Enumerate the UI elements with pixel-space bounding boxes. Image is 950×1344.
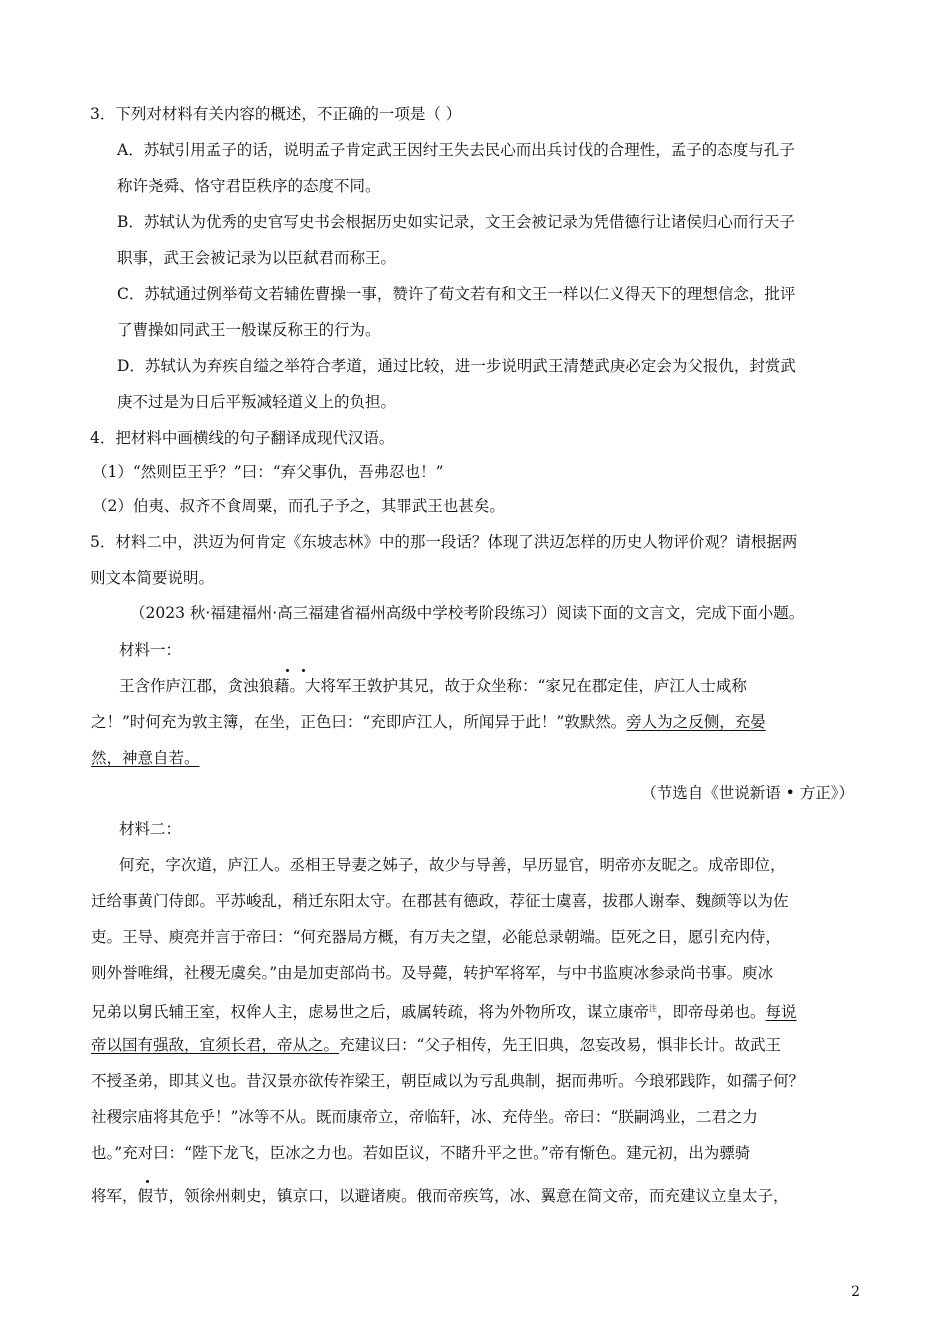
page-number: 2 — [851, 1284, 860, 1300]
passage-intro: （2023 秋·福建福州·高三福建省福州高级中学校考阶段练习）阅读下面的文言文，完成下面小题。 — [130, 604, 805, 622]
q3-option-c-line2: 了曹操如同武王一般谋反称王的行为。 — [117, 321, 381, 339]
material-1-line3 — [91, 748, 200, 768]
material-2-line3: 吏。王导、庾亮并言于帝曰：“何充器局方概，有万夫之望，必能总录朝端。臣死之日，愿引充内侍， — [91, 928, 781, 946]
emphasis-dot — [146, 1180, 149, 1183]
q3-option-d-line1: D．苏轼认为弃疾自缢之举符合孝道，通过比较，进一步说明武王清楚武庚必定会为父报仇，封赏武 — [117, 357, 796, 375]
q5-line1: 5．材料二中，洪迈为何肯定《东坡志林》中的那一段话？体现了洪迈怎样的历史人物评价观？请根据两 — [90, 533, 798, 551]
q3-option-d-line2: 庚不过是为日后平叛减轻道义上的负担。 — [117, 393, 397, 411]
q4-sentence-1: （1）“然则臣王乎？”曰：“弃父事仇，吾弗忍也！” — [92, 463, 444, 481]
q3-option-c-line1: C．苏轼通过例举荀文若辅佐曹操一事，赞许了荀文若有和文王一样以仁义得天下的理想信念，批评 — [117, 285, 796, 303]
q4-stem: 4．把材料中画横线的句子翻译成现代汉语。 — [90, 429, 395, 447]
material-1-label: 材料一： — [119, 641, 182, 659]
material-2-line5-text-b: ，即帝母弟也。 — [657, 1003, 766, 1022]
q3-stem: 3．下列对材料有关内容的概述，不正确的一项是（ ） — [90, 105, 462, 123]
material-2-line1: 何充，字次道，庐江人。丞相王导妻之姊子，故少与导善，早历显官，明帝亦友昵之。成帝即位， — [119, 856, 786, 874]
material-2-line2: 迁给事黄门侍郎。平苏峻乱，稍迁东阳太守。在郡甚有德政，荐征士虞喜，拔郡人谢奉、魏颜等以为佐 — [91, 892, 789, 910]
emphasis-dot — [302, 669, 305, 672]
q3-option-b-line2: 职事，武王会被记录为以臣弑君而称王。 — [117, 249, 397, 267]
footnote-marker: 注 — [649, 1004, 658, 1013]
underlined-sentence: 旁人为之反侧，充晏 — [626, 713, 766, 731]
q4-sentence-2: （2）伯夷、叔齐不食周粟，而孔子予之，其罪武王也甚矣。 — [92, 497, 505, 515]
material-1-source: （节选自《世说新语 • 方正》） — [641, 784, 854, 802]
material-1-line1: 王含作庐江郡，贪浊狼藉。大将军王敦护其兄，故于众坐称：“家兄在郡定佳，庐江人士咸称 — [119, 677, 747, 695]
underlined-sentence-2: 帝以国有强敌，宜须长君，帝从之。 — [91, 1036, 340, 1054]
material-2-line6 — [91, 1035, 781, 1055]
material-2-line10: 将军，假节，领徐州刺史，镇京口，以避诸庾。俄而帝疾笃，冰、翼意在简文帝，而充建议立皇太子， — [91, 1187, 789, 1205]
q3-option-a-line1: A．苏轼引用孟子的话，说明孟子肯定武王因纣王失去民心而出兵讨伐的合理性，孟子的态度与孔子 — [117, 141, 795, 159]
material-2-line4: 则外誉唯缉，社稷无虞矣。”由是加吏部尚书。及导薨，转护军将军，与中书监庾冰参录尚书事。庾冰 — [91, 964, 774, 982]
underlined-sentence-2-start: 每说 — [765, 1003, 797, 1022]
material-2-label: 材料二： — [119, 820, 182, 838]
emphasis-dot — [286, 669, 289, 672]
underlined-sentence-end: 然，神意自若。 — [91, 749, 200, 767]
material-1-line2 — [91, 712, 766, 732]
q3-option-a-line2: 称许尧舜、恪守君臣秩序的态度不同。 — [117, 177, 381, 195]
material-2-line9: 也。”充对曰：“陛下龙飞，臣冰之力也。若如臣议，不睹升平之世。”帝有惭色。建元初，出为骠骑 — [91, 1144, 751, 1162]
q5-line2: 则文本简要说明。 — [90, 569, 215, 587]
material-2-line5 — [91, 999, 797, 1022]
q3-option-b-line1: B．苏轼认为优秀的史官写史书会根据历史如实记录，文王会被记录为凭借德行让诸侯归心而行天子 — [117, 213, 795, 231]
material-2-line5-text: 兄弟以舅氏辅王室，权侔人主，虑易世之后，戚属转疏，将为外物所攻，谋立康帝 — [91, 1003, 650, 1022]
material-2-line8: 社稷宗庙将其危乎！”冰等不从。既而康帝立，帝临轩，冰、充侍坐。帝曰：“朕嗣鸿业，二君之力 — [91, 1108, 758, 1126]
material-2-line7: 不授圣弟，即其义也。昔汉景亦欲传祚梁王，朝臣咸以为亏乱典制，据而弗听。今琅邪践阼，如孺子何？ — [91, 1072, 805, 1090]
material-1-line2-text: 之！”时何充为敦主簿，在坐，正色曰：“充即庐江人，所闻异于此！”敦默然。 — [91, 713, 627, 731]
material-2-line6-text: 充建议曰：“父子相传，先王旧典，忽妄改易，惧非长计。故武王 — [339, 1036, 781, 1054]
